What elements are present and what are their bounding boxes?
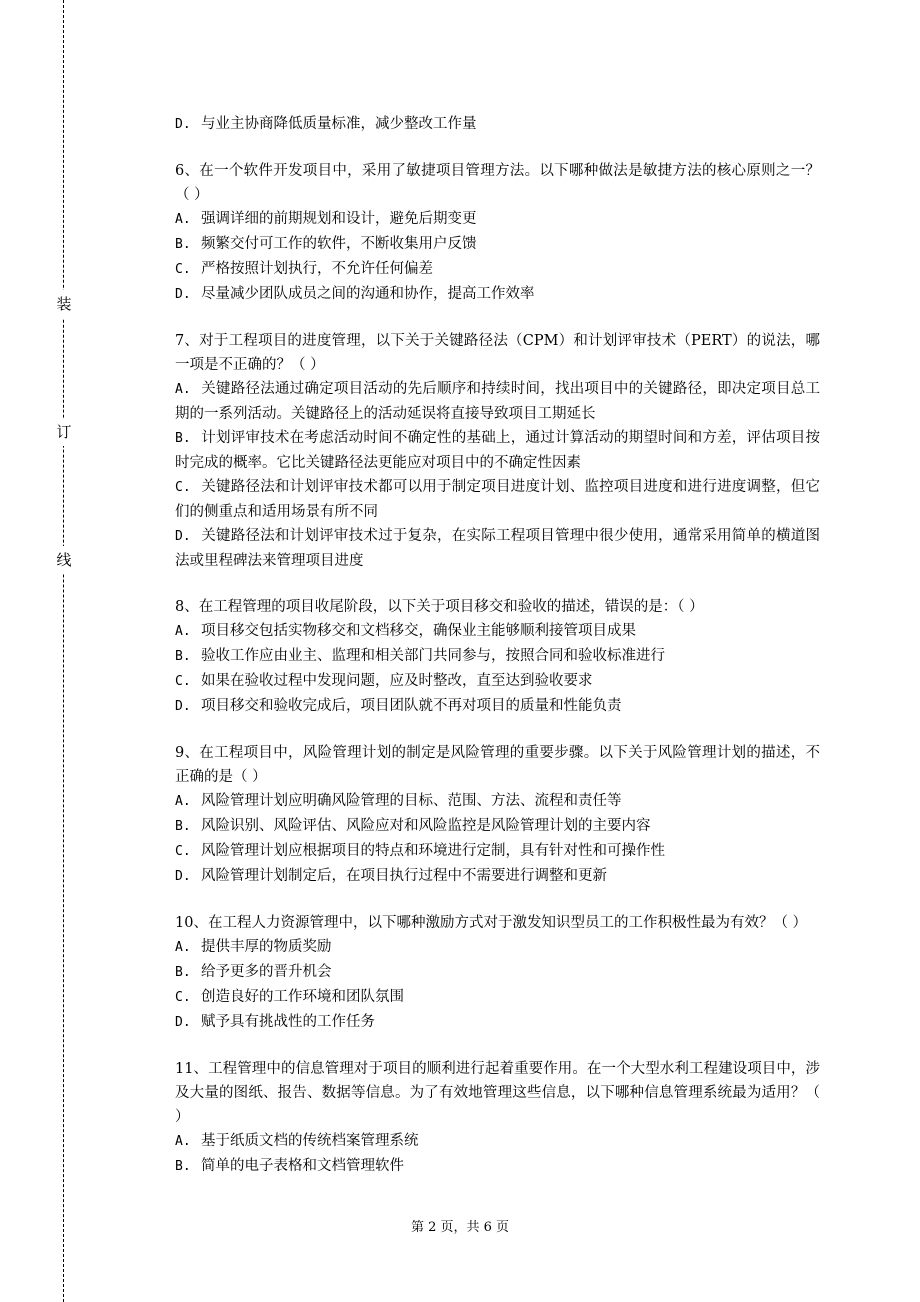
option-letter: C. bbox=[175, 844, 191, 859]
answer-option bbox=[175, 960, 820, 985]
option-letter: A. bbox=[175, 1134, 191, 1149]
answer-option bbox=[175, 619, 820, 644]
option-text: 给予更多的晋升机会 bbox=[201, 964, 332, 980]
answer-option bbox=[175, 207, 820, 232]
option-letter: D. bbox=[175, 117, 191, 132]
option-text: 赋予具有挑战性的工作任务 bbox=[201, 1014, 375, 1030]
option-text: 强调详细的前期规划和设计，避免后期变更 bbox=[201, 211, 477, 227]
binding-char-xian: 线 bbox=[56, 546, 72, 574]
question-stem: 8、在工程管理的项目收尾阶段，以下关于项目移交和验收的描述，错误的是：（ ） bbox=[175, 599, 704, 615]
option-text: 风险管理计划应明确风险管理的目标、范围、方法、流程和责任等 bbox=[201, 793, 622, 809]
option-letter: D. bbox=[175, 529, 191, 544]
option-text: 简单的电子表格和文档管理软件 bbox=[201, 1158, 404, 1174]
option-text: 严格按照计划执行，不允许任何偏差 bbox=[201, 261, 433, 277]
question-stem: 7、对于工程项目的进度管理，以下关于关键路径法（CPM）和计划评审技术（PERT）的说法，哪一项是不正确的？（ ） bbox=[175, 333, 820, 373]
answer-option bbox=[175, 864, 820, 889]
option-text: 与业主协商降低质量标准，减少整改工作量 bbox=[201, 116, 477, 132]
answer-option bbox=[175, 1154, 820, 1179]
option-letter: A. bbox=[175, 940, 191, 955]
option-text: 关键路径法和计划评审技术都可以用于制定项目进度计划、监控项目进度和进行进度调整，但它们的侧重点和适用场景有所不同 bbox=[175, 479, 820, 520]
option-text: 关键路径法和计划评审技术过于复杂，在实际工程项目管理中很少使用，通常采用简单的横道图法或里程碑法来管理项目进度 bbox=[175, 528, 820, 569]
option-text: 风险管理计划应根据项目的特点和环境进行定制，具有针对性和可操作性 bbox=[201, 843, 665, 859]
question-stem: 9、在工程项目中，风险管理计划的制定是风险管理的重要步骤。以下关于风险管理计划的描述，不正确的是（ ） bbox=[175, 745, 820, 785]
option-letter: C. bbox=[175, 990, 191, 1005]
option-text: 项目移交包括实物移交和文档移交，确保业主能够顺利接管项目成果 bbox=[201, 623, 636, 639]
question-block bbox=[175, 911, 820, 1035]
answer-option bbox=[175, 377, 820, 426]
option-letter: B. bbox=[175, 819, 191, 834]
answer-option bbox=[175, 985, 820, 1010]
question-block bbox=[175, 741, 820, 889]
question-block bbox=[175, 1057, 820, 1179]
option-text: 如果在验收过程中发现问题，应及时整改，直至达到验收要求 bbox=[201, 673, 593, 689]
option-letter: C. bbox=[175, 674, 191, 689]
binding-dashed-line bbox=[63, 0, 64, 1302]
option-text: 基于纸质文档的传统档案管理系统 bbox=[201, 1133, 419, 1149]
question-block bbox=[175, 329, 820, 573]
answer-option bbox=[175, 839, 820, 864]
answer-option bbox=[175, 257, 820, 282]
answer-option bbox=[175, 814, 820, 839]
answer-option bbox=[175, 1129, 820, 1154]
option-text: 提供丰厚的物质奖励 bbox=[201, 939, 332, 955]
question-stem: 11、工程管理中的信息管理对于项目的顺利进行起着重要作用。在一个大型水利工程建设项目中，涉及大量的图纸、报告、数据等信息。为了有效地管理这些信息，以下哪种信息管理系统最为适用？（ ） bbox=[175, 1061, 820, 1125]
option-letter: A. bbox=[175, 212, 191, 227]
answer-option bbox=[175, 669, 820, 694]
page-footer: 第 2 页，共 6 页 bbox=[410, 1220, 510, 1235]
answer-option bbox=[175, 282, 820, 307]
option-letter: B. bbox=[175, 965, 191, 980]
answer-option bbox=[175, 232, 820, 257]
answer-option bbox=[175, 694, 820, 719]
answer-option bbox=[175, 789, 820, 814]
option-letter: C. bbox=[175, 480, 191, 495]
answer-option bbox=[175, 112, 820, 137]
answer-option bbox=[175, 524, 820, 573]
binding-char-zhuang: 装 bbox=[56, 290, 72, 318]
option-letter: A. bbox=[175, 382, 191, 397]
option-letter: A. bbox=[175, 624, 191, 639]
option-letter: B. bbox=[175, 649, 191, 664]
option-letter: C. bbox=[175, 262, 191, 277]
option-letter: D. bbox=[175, 699, 191, 714]
option-text: 风险识别、风险评估、风险应对和风险监控是风险管理计划的主要内容 bbox=[201, 818, 651, 834]
option-text: 验收工作应由业主、监理和相关部门共同参与，按照合同和验收标准进行 bbox=[201, 648, 665, 664]
option-letter: B. bbox=[175, 1159, 191, 1174]
option-text: 频繁交付可工作的软件，不断收集用户反馈 bbox=[201, 236, 477, 252]
answer-option bbox=[175, 644, 820, 669]
option-text: 关键路径法通过确定项目活动的先后顺序和持续时间，找出项目中的关键路径，即决定项目总工期的一系列活动。关键路径上的活动延误将直接导致项目工期延长 bbox=[175, 381, 820, 422]
option-letter: B. bbox=[175, 237, 191, 252]
question-list bbox=[175, 159, 820, 1179]
question-stem: 6、在一个软件开发项目中，采用了敏捷项目管理方法。以下哪种做法是敏捷方法的核心原则之一？（ ） bbox=[175, 163, 820, 203]
question-stem: 10、在工程人力资源管理中，以下哪种激励方式对于激发知识型员工的工作积极性最为有效？（ ） bbox=[175, 915, 808, 931]
option-text: 风险管理计划制定后，在项目执行过程中不需要进行调整和更新 bbox=[201, 868, 607, 884]
question-content bbox=[175, 112, 820, 1201]
option-text: 创造良好的工作环境和团队氛围 bbox=[201, 989, 404, 1005]
question-block bbox=[175, 159, 820, 307]
option-text: 项目移交和验收完成后，项目团队就不再对项目的质量和性能负责 bbox=[201, 698, 622, 714]
option-letter: D. bbox=[175, 869, 191, 884]
carryover-question bbox=[175, 112, 820, 137]
answer-option bbox=[175, 935, 820, 960]
option-letter: A. bbox=[175, 794, 191, 809]
answer-option bbox=[175, 426, 820, 475]
answer-option bbox=[175, 1010, 820, 1035]
option-letter: B. bbox=[175, 431, 191, 446]
option-text: 尽量减少团队成员之间的沟通和协作，提高工作效率 bbox=[201, 286, 535, 302]
option-letter: D. bbox=[175, 287, 191, 302]
option-letter: D. bbox=[175, 1015, 191, 1030]
option-text: 计划评审技术在考虑活动时间不确定性的基础上，通过计算活动的期望时间和方差，评估项目按时完成的概率。它比关键路径法更能应对项目中的不确定性因素 bbox=[175, 430, 820, 471]
question-block bbox=[175, 595, 820, 719]
answer-option bbox=[175, 475, 820, 524]
binding-char-ding: 订 bbox=[56, 418, 72, 446]
